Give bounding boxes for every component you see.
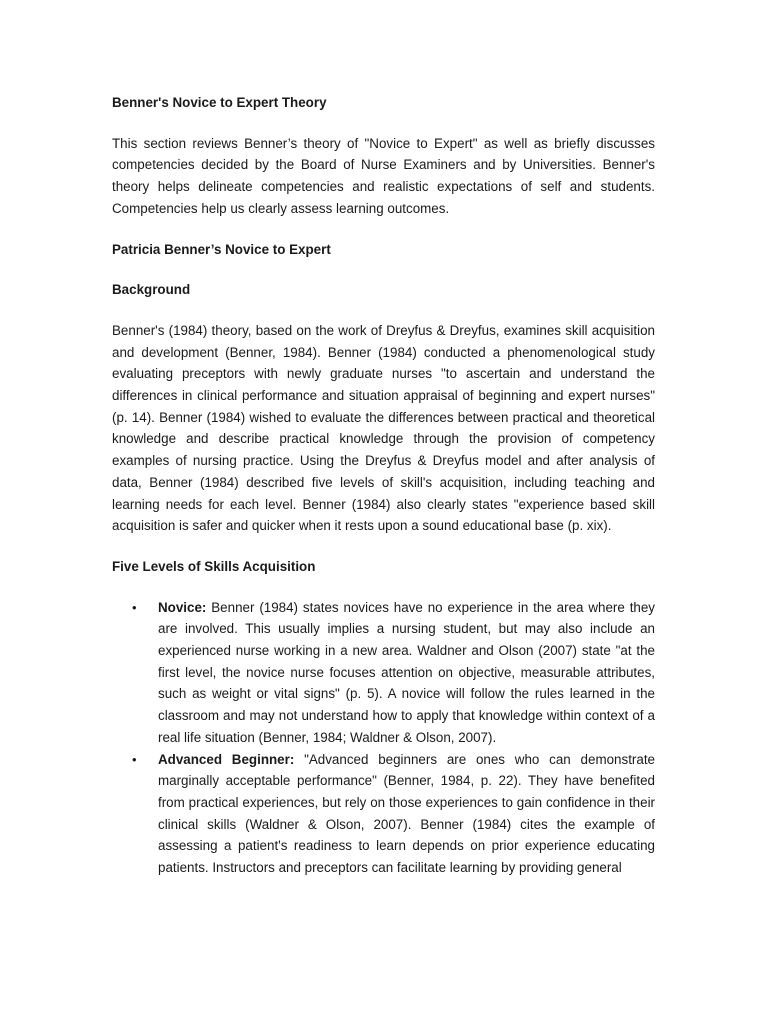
- section-heading: Patricia Benner’s Novice to Expert: [112, 241, 331, 257]
- level-description: "Advanced beginners are ones who can demonstrate marginally acceptable performance" (Benner, 1984, p. 22). They have benefited from practical experiences, but rely on those experiences to gain confidence in their clinical skills (Waldner & Olson, 2007). Benner (1984) cites the example of assessing a patient's readiness to learn depends on prior experience educating patients. Instructors and preceptors can facilitate learning by providing general: [158, 751, 655, 876]
- levels-list: [112, 597, 655, 879]
- list-item: [112, 749, 655, 879]
- bullet-icon: •: [132, 751, 137, 767]
- bullet-icon: •: [132, 599, 137, 615]
- level-term: Novice:: [158, 599, 207, 615]
- level-description: Benner (1984) states novices have no experience in the area where they are involved. This usually implies a nursing student, but may also include an experienced nurse working in a new area. Waldner and Olson (2007) state "at the first level, the novice nurse focuses attention on objective, measurable attributes, such as weight or vital signs" (p. 5). A novice will follow the rules learned in the classroom and may not understand how to apply that knowledge within context of a real life situation (Benner, 1984; Waldner & Olson, 2007).: [158, 599, 655, 745]
- intro-paragraph: This section reviews Benner’s theory of "Novice to Expert" as well as briefly discusses competencies decided by the Board of Nurse Examiners and by Universities. Benner's theory helps delineate competencies and realistic expectations of self and students. Competencies help us clearly assess learning outcomes.: [112, 135, 655, 216]
- document-page: [112, 92, 655, 879]
- levels-heading: Five Levels of Skills Acquisition: [112, 558, 316, 574]
- background-paragraph: Benner's (1984) theory, based on the work of Dreyfus & Dreyfus, examines skill acquisition and development (Benner, 1984). Benner (1984) conducted a phenomenological study evaluating preceptors with newly graduate nurses "to ascertain and understand the differences in clinical performance and situation appraisal of beginning and expert nurses" (p. 14). Benner (1984) wished to evaluate the differences between practical and theoretical knowledge and describe practical knowledge through the provision of competency examples of nursing practice. Using the Dreyfus & Dreyfus model and after analysis of data, Benner (1984) described five levels of skill's acquisition, including teaching and learning needs for each level. Benner (1984) also clearly states "experience based skill acquisition is safer and quicker when it rests upon a sound educational base (p. xix).: [112, 322, 655, 534]
- background-heading: Background: [112, 282, 191, 298]
- level-term: Advanced Beginner:: [158, 751, 295, 767]
- document-title: Benner's Novice to Expert Theory: [112, 95, 327, 110]
- list-item: [112, 597, 655, 749]
